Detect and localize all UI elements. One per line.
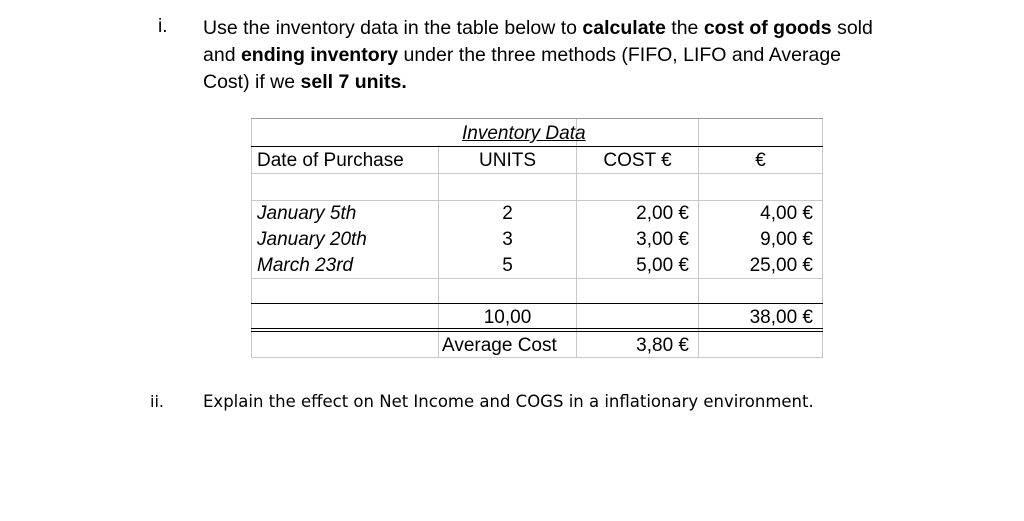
question-i-line-3: Cost) if we sell 7 units. (203, 71, 407, 93)
row-1-total: 4,00 € (760, 203, 813, 224)
header-date-of-purchase: Date of Purchase (257, 150, 404, 171)
total-value: 38,00 € (749, 307, 813, 328)
row-3-total: 25,00 € (749, 255, 813, 276)
row-1-cost: 2,00 € (636, 203, 689, 224)
table-title: Inventory Data (462, 123, 586, 144)
question-number-i: i. (158, 16, 168, 37)
average-cost-label: Average Cost (442, 335, 557, 356)
row-2-cost: 3,00 € (636, 229, 689, 250)
header-cost: COST € (603, 150, 672, 171)
row-3-cost: 5,00 € (636, 255, 689, 276)
row-1-date: January 5th (257, 203, 357, 224)
inventory-table (251, 118, 823, 358)
row-2-total: 9,00 € (760, 229, 813, 250)
row-2-units: 3 (502, 229, 513, 250)
question-i-line-2: and ending inventory under the three methods (FIFO, LIFO and Average (203, 44, 842, 66)
row-2-date: January 20th (257, 229, 367, 250)
question-number-ii: ii. (150, 392, 164, 411)
row-3-units: 5 (502, 255, 513, 276)
row-3-date: March 23rd (257, 255, 354, 276)
total-units: 10,00 (483, 307, 532, 328)
header-units: UNITS (479, 150, 536, 171)
question-i-line-1: Use the inventory data in the table below to calculate the cost of goods sold (203, 17, 873, 39)
header-total: € (755, 150, 766, 171)
question-ii-text: Explain the effect on Net Income and COGS in a inflationary environment. (203, 392, 814, 411)
row-1-units: 2 (502, 203, 513, 224)
average-cost-value: 3,80 € (636, 335, 689, 356)
question-i-text (203, 15, 963, 96)
